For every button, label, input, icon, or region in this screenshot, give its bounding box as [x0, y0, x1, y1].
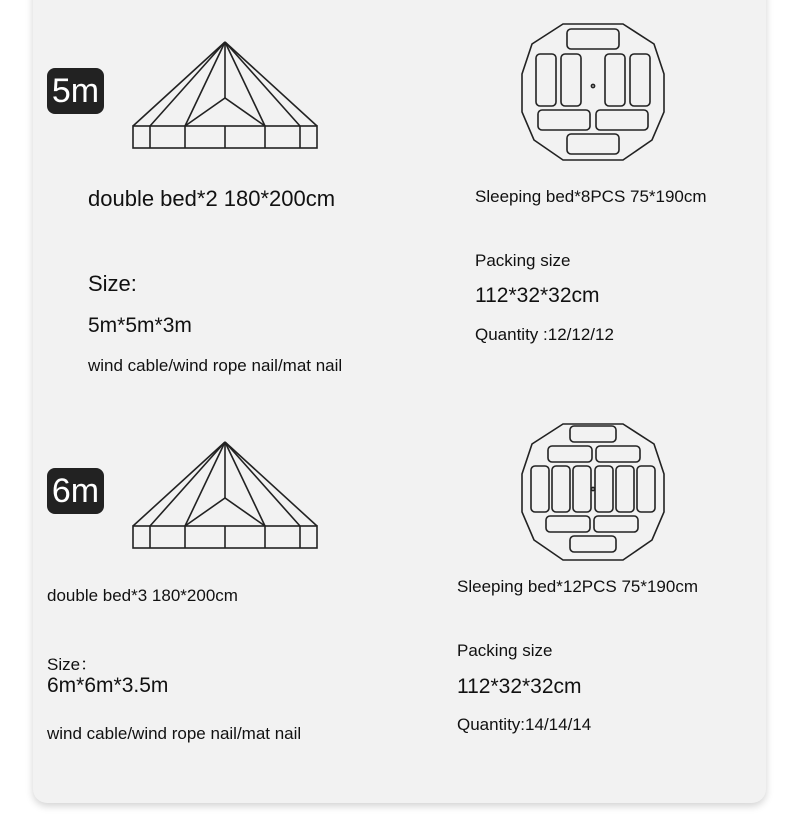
quantity-5m: Quantity :12/12/12: [475, 325, 614, 344]
size-value-5m: 5m*5m*3m: [88, 314, 192, 337]
tent-6m-icon: [130, 440, 320, 552]
floor-plan-12-beds-icon: [520, 422, 666, 562]
size-badge-6m: 6m: [47, 468, 104, 514]
tent-5m-icon: [130, 40, 320, 152]
size-label-6m: Size：: [47, 655, 98, 674]
bed-text-5m: double bed*2 180*200cm: [88, 186, 336, 211]
size-value-6m: 6m*6m*3.5m: [47, 674, 169, 697]
packing-label-5m: Packing size: [475, 251, 571, 270]
packing-label-6m: Packing size: [457, 641, 553, 660]
sleeping-bed-5m: Sleeping bed*8PCS 75*190cm: [475, 187, 707, 206]
size-label-5m: Size:: [88, 271, 137, 296]
size-badge-5m: 5m: [47, 68, 104, 114]
bed-text-6m: double bed*3 180*200cm: [47, 586, 238, 605]
sleeping-bed-6m: Sleeping bed*12PCS 75*190cm: [457, 577, 699, 596]
packing-value-6m: 112*32*32cm: [457, 675, 582, 698]
floor-plan-8-beds-icon: [520, 22, 666, 162]
quantity-6m: Quantity:14/14/14: [457, 715, 592, 734]
accessories-5m: wind cable/wind rope nail/mat nail: [88, 356, 343, 375]
packing-value-5m: 112*32*32cm: [475, 284, 600, 307]
accessories-6m: wind cable/wind rope nail/mat nail: [47, 724, 302, 743]
